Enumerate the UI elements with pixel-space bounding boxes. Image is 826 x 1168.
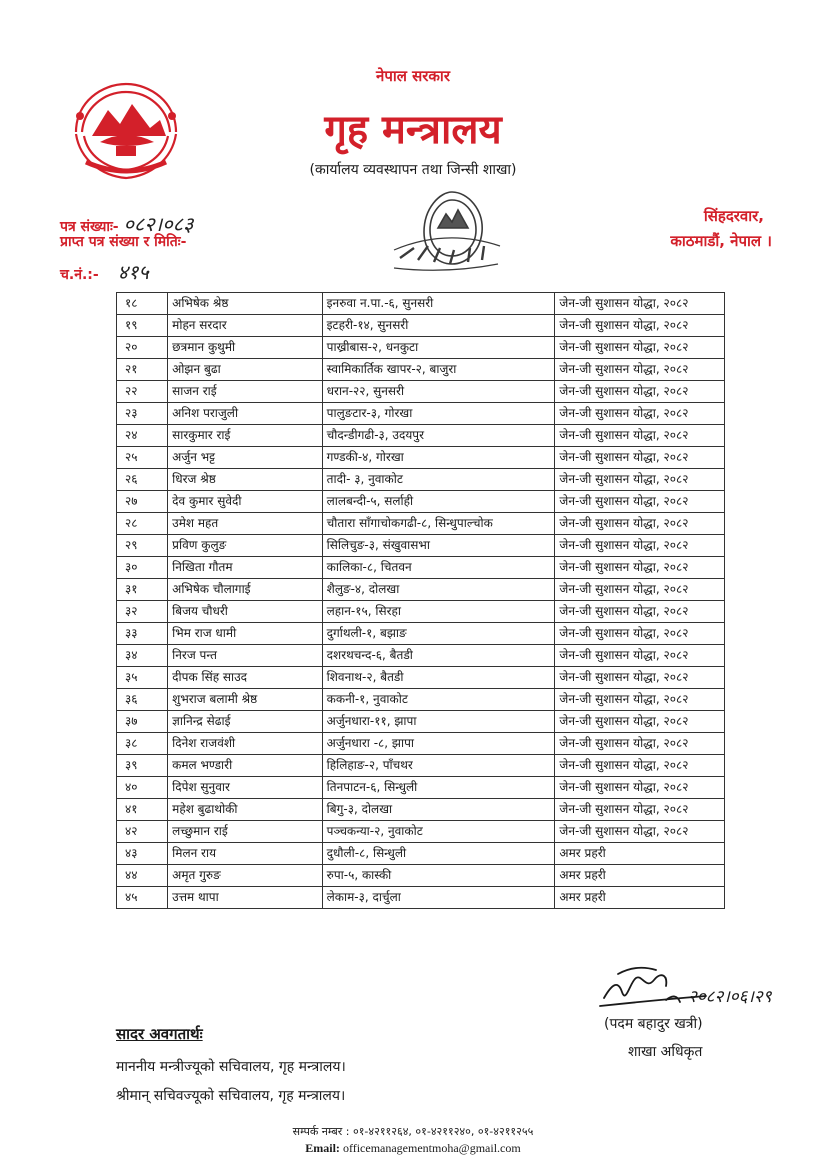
name-cell: भिम राज धामी [168, 623, 323, 645]
received-letter-label: प्राप्त पत्र संख्या र मितिः- [60, 234, 187, 250]
serial-number-cell: ३८ [117, 733, 168, 755]
title-cell: जेन-जी सुशासन योद्धा, २०८२ [555, 491, 725, 513]
serial-number-cell: ४२ [117, 821, 168, 843]
serial-number-cell: २१ [117, 359, 168, 381]
forward-heading: सादर अवगतार्थः [116, 1025, 203, 1043]
name-cell: लच्छुमान राई [168, 821, 323, 843]
name-cell: अभिषेक चौलागाई [168, 579, 323, 601]
title-cell: जेन-जी सुशासन योद्धा, २०८२ [555, 293, 725, 315]
title-cell: जेन-जी सुशासन योद्धा, २०८२ [555, 799, 725, 821]
table-row [117, 491, 725, 513]
address-cell: शैलुङ-४, दोलखा [322, 579, 555, 601]
name-cell: ज्ञानिन्द्र सेढाई [168, 711, 323, 733]
table-row [117, 887, 725, 909]
table-row [117, 337, 725, 359]
address-cell: स्वामिकार्तिक खापर-२, बाजुरा [322, 359, 555, 381]
table-row [117, 733, 725, 755]
address-cell: इटहरी-१४, सुनसरी [322, 315, 555, 337]
title-cell: जेन-जी सुशासन योद्धा, २०८२ [555, 535, 725, 557]
table-row [117, 601, 725, 623]
address-cell: दुर्गाथली-१, बझाङ [322, 623, 555, 645]
recipient-table-body [117, 293, 725, 909]
table-row [117, 623, 725, 645]
serial-number-cell: ३९ [117, 755, 168, 777]
dispatch-number [60, 258, 149, 285]
table-row [117, 359, 725, 381]
location-line-2: काठमाडौं, नेपाल । [670, 232, 772, 250]
title-cell: जेन-जी सुशासन योद्धा, २०८२ [555, 513, 725, 535]
address-cell: ककनी-१, नुवाकोट [322, 689, 555, 711]
email-label: Email: [305, 1141, 340, 1155]
table-row [117, 447, 725, 469]
name-cell: मोहन सरदार [168, 315, 323, 337]
cc-line: माननीय मन्त्रीज्यूको सचिवालय, गृह मन्त्रालय। [116, 1059, 346, 1075]
serial-number-cell: २६ [117, 469, 168, 491]
name-cell: कमल भण्डारी [168, 755, 323, 777]
serial-number-cell: ३६ [117, 689, 168, 711]
name-cell: छत्रमान कुथुमी [168, 337, 323, 359]
name-cell: दिनेश राजवंशी [168, 733, 323, 755]
name-cell: निरज पन्त [168, 645, 323, 667]
table-row [117, 557, 725, 579]
address-cell: दशरथचन्द-६, बैतडी [322, 645, 555, 667]
serial-number-cell: ३३ [117, 623, 168, 645]
name-cell: अमृत गुरुङ [168, 865, 323, 887]
address-cell: कालिका-८, चितवन [322, 557, 555, 579]
table-row [117, 821, 725, 843]
title-cell: जेन-जी सुशासन योद्धा, २०८२ [555, 777, 725, 799]
ministry-stamp-icon [388, 188, 504, 276]
address-cell: धरान-२२, सुनसरी [322, 381, 555, 403]
signer-name: (पदम बहादुर खत्री) [604, 1016, 703, 1032]
serial-number-cell: ३० [117, 557, 168, 579]
serial-number-cell: २८ [117, 513, 168, 535]
title-cell: जेन-जी सुशासन योद्धा, २०८२ [555, 425, 725, 447]
title-cell: अमर प्रहरी [555, 843, 725, 865]
location-line-1: सिंहदरवार, [703, 207, 764, 225]
title-cell: जेन-जी सुशासन योद्धा, २०८२ [555, 601, 725, 623]
address-cell: पालुङटार-३, गोरखा [322, 403, 555, 425]
address-cell: इनरुवा न.पा.-६, सुनसरी [322, 293, 555, 315]
table-row [117, 513, 725, 535]
name-cell: महेश बुढाथोकी [168, 799, 323, 821]
name-cell: अभिषेक श्रेष्ठ [168, 293, 323, 315]
letter-number-label: पत्र संख्याः- [60, 219, 119, 235]
address-cell: पाख्रीबास-२, धनकुटा [322, 337, 555, 359]
title-cell: जेन-जी सुशासन योद्धा, २०८२ [555, 667, 725, 689]
address-cell: पञ्चकन्या-२, नुवाकोट [322, 821, 555, 843]
address-cell: तिनपाटन-६, सिन्धुली [322, 777, 555, 799]
contact-email [0, 1141, 826, 1156]
cc-line: श्रीमान् सचिवज्यूको सचिवालय, गृह मन्त्रालय। [116, 1088, 346, 1104]
title-cell: जेन-जी सुशासन योद्धा, २०८२ [555, 469, 725, 491]
serial-number-cell: ४४ [117, 865, 168, 887]
table-row [117, 777, 725, 799]
serial-number-cell: ३५ [117, 667, 168, 689]
serial-number-cell: २२ [117, 381, 168, 403]
title-cell: अमर प्रहरी [555, 865, 725, 887]
table-row [117, 645, 725, 667]
serial-number-cell: २५ [117, 447, 168, 469]
signature-scribble [596, 962, 786, 1022]
serial-number-cell: २४ [117, 425, 168, 447]
address-cell: सिलिचुङ-३, संखुवासभा [322, 535, 555, 557]
name-cell: ओझन बुढा [168, 359, 323, 381]
table-row [117, 865, 725, 887]
serial-number-cell: ४५ [117, 887, 168, 909]
letter-number-value: ०८२।०८३ [123, 212, 194, 236]
serial-number-cell: ४० [117, 777, 168, 799]
name-cell: उत्तम थापा [168, 887, 323, 909]
title-cell: जेन-जी सुशासन योद्धा, २०८२ [555, 403, 725, 425]
title-cell: जेन-जी सुशासन योद्धा, २०८२ [555, 689, 725, 711]
name-cell: दीपक सिंह साउद [168, 667, 323, 689]
address-cell: अर्जुनधारा-११, झापा [322, 711, 555, 733]
table-row [117, 799, 725, 821]
table-row [117, 843, 725, 865]
ministry-title: गृह मन्त्रालय [324, 107, 502, 153]
table-row [117, 667, 725, 689]
name-cell: सारकुमार राई [168, 425, 323, 447]
serial-number-cell: ३४ [117, 645, 168, 667]
title-cell: जेन-जी सुशासन योद्धा, २०८२ [555, 359, 725, 381]
table-row [117, 755, 725, 777]
branch-subtitle: (कार्यालय व्यवस्थापन तथा जिन्सी शाखा) [309, 162, 517, 178]
signer-designation: शाखा अधिकृत [628, 1044, 703, 1060]
title-cell: जेन-जी सुशासन योद्धा, २०८२ [555, 623, 725, 645]
title-cell: जेन-जी सुशासन योद्धा, २०८२ [555, 821, 725, 843]
address-cell: रुपा-५, कास्की [322, 865, 555, 887]
name-cell: अर्जुन भट्ट [168, 447, 323, 469]
address-cell: बिगु-३, दोलखा [322, 799, 555, 821]
title-cell: जेन-जी सुशासन योद्धा, २०८२ [555, 381, 725, 403]
serial-number-cell: २३ [117, 403, 168, 425]
dispatch-number-label: च.नं.:- [60, 267, 99, 283]
name-cell: मिलन राय [168, 843, 323, 865]
contact-phone: सम्पर्क नम्बर : ०१-४२११२६४, ०१-४२११२४०, ०१-४२११२५५ [292, 1125, 534, 1138]
name-cell: अनिश पराजुली [168, 403, 323, 425]
title-cell: जेन-जी सुशासन योद्धा, २०८२ [555, 733, 725, 755]
serial-number-cell: ४१ [117, 799, 168, 821]
table-row [117, 711, 725, 733]
serial-number-cell: ४३ [117, 843, 168, 865]
title-cell: जेन-जी सुशासन योद्धा, २०८२ [555, 315, 725, 337]
name-cell: देव कुमार सुवेदी [168, 491, 323, 513]
address-cell: अर्जुनधारा -८, झापा [322, 733, 555, 755]
serial-number-cell: १९ [117, 315, 168, 337]
title-cell: जेन-जी सुशासन योद्धा, २०८२ [555, 557, 725, 579]
table-row [117, 579, 725, 601]
title-cell: जेन-जी सुशासन योद्धा, २०८२ [555, 755, 725, 777]
serial-number-cell: २९ [117, 535, 168, 557]
table-row [117, 425, 725, 447]
name-cell: बिजय चौधरी [168, 601, 323, 623]
address-cell: हिलिहाङ-२, पाँचथर [322, 755, 555, 777]
address-cell: गण्डकी-४, गोरखा [322, 447, 555, 469]
address-cell: लालबन्दी-५, सर्लाही [322, 491, 555, 513]
name-cell: दिपेश सुनुवार [168, 777, 323, 799]
address-cell: तादी- ३, नुवाकोट [322, 469, 555, 491]
name-cell: प्रविण कुलुङ [168, 535, 323, 557]
table-row [117, 293, 725, 315]
table-row [117, 469, 725, 491]
table-row [117, 689, 725, 711]
title-cell: जेन-जी सुशासन योद्धा, २०८२ [555, 579, 725, 601]
name-cell: उमेश महत [168, 513, 323, 535]
serial-number-cell: ३७ [117, 711, 168, 733]
serial-number-cell: ३१ [117, 579, 168, 601]
address-cell: दुधौली-८, सिन्धुली [322, 843, 555, 865]
signature-date: २०८२।०६।२९ [688, 987, 772, 1007]
name-cell: शुभराज बलामी श्रेष्ठ [168, 689, 323, 711]
address-cell: लेकाम-३, दार्चुला [322, 887, 555, 909]
address-cell: लहान-१५, सिरहा [322, 601, 555, 623]
serial-number-cell: १८ [117, 293, 168, 315]
title-cell: जेन-जी सुशासन योद्धा, २०८२ [555, 711, 725, 733]
serial-number-cell: ३२ [117, 601, 168, 623]
title-cell: अमर प्रहरी [555, 887, 725, 909]
title-cell: जेन-जी सुशासन योद्धा, २०८२ [555, 447, 725, 469]
serial-number-cell: २० [117, 337, 168, 359]
address-cell: चौतारा साँगाचोकगढी-८, सिन्धुपाल्चोक [322, 513, 555, 535]
name-cell: निखिता गौतम [168, 557, 323, 579]
title-cell: जेन-जी सुशासन योद्धा, २०८२ [555, 337, 725, 359]
name-cell: साजन राई [168, 381, 323, 403]
address-cell: चौदन्डीगढी-३, उदयपुर [322, 425, 555, 447]
table-row [117, 403, 725, 425]
email-address[interactable]: officemanagementmoha@gmail.com [342, 1141, 521, 1155]
name-cell: धिरज श्रेष्ठ [168, 469, 323, 491]
government-title: नेपाल सरकार [376, 67, 450, 85]
table-row [117, 535, 725, 557]
dispatch-number-value: ४१५ [117, 260, 149, 284]
serial-number-cell: २७ [117, 491, 168, 513]
title-cell: जेन-जी सुशासन योद्धा, २०८२ [555, 645, 725, 667]
recipient-table [116, 292, 725, 909]
table-row [117, 381, 725, 403]
address-cell: शिवनाथ-२, बैतडी [322, 667, 555, 689]
table-row [117, 315, 725, 337]
